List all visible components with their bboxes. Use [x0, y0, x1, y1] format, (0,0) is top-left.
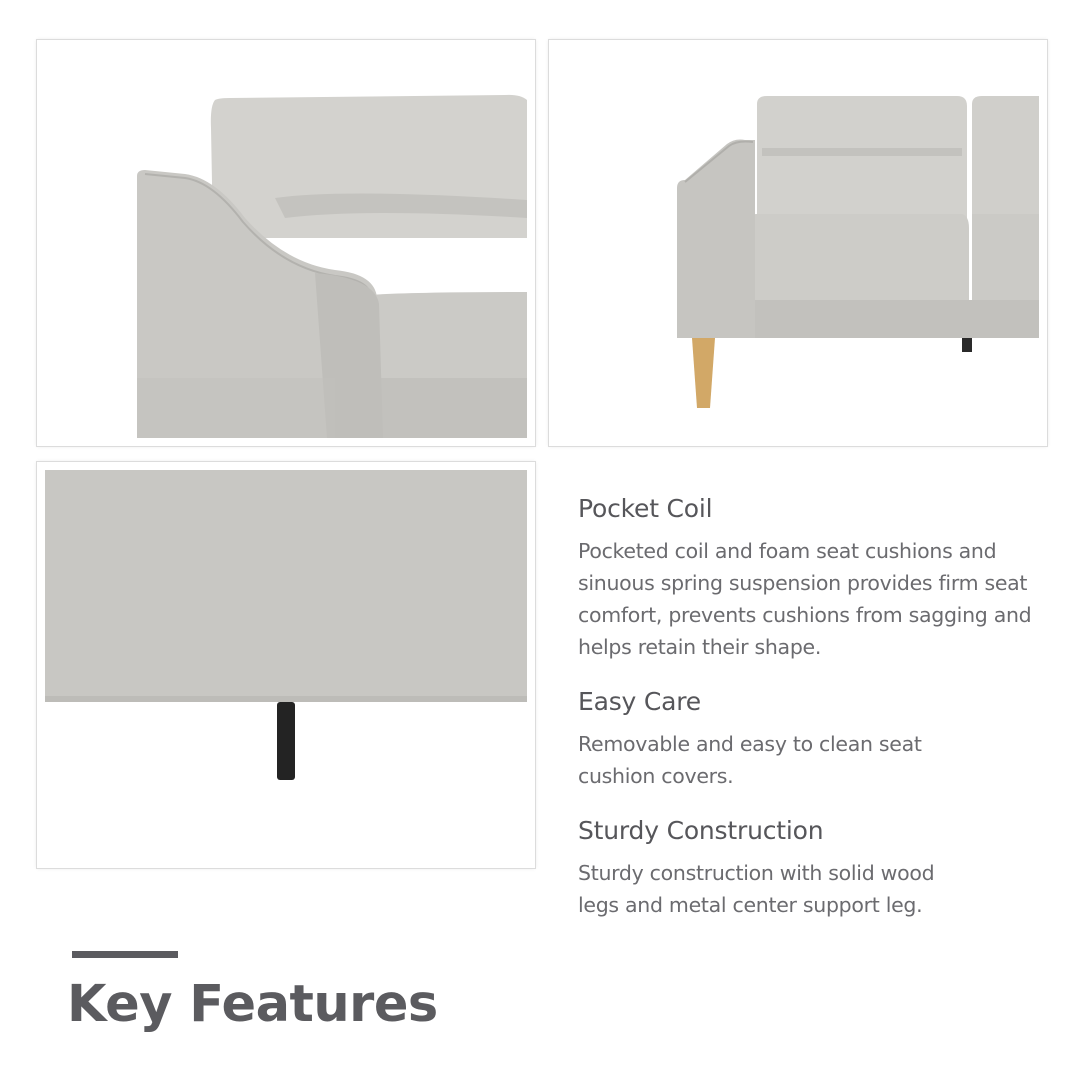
sofa-arm-closeup-image [37, 40, 535, 446]
sofa-side-view-image [549, 40, 1047, 446]
feature-description: Sturdy construction with solid wood legs and metal center support leg. [578, 861, 935, 917]
feature-sturdy-construction [578, 814, 1048, 921]
sofa-side-view-illustration [557, 48, 1039, 438]
feature-title: Easy Care [578, 687, 701, 716]
feature-pocket-coil [578, 492, 1048, 663]
feature-easy-care [578, 685, 1048, 792]
metal-leg-closeup-illustration [45, 470, 527, 860]
sofa-arm-closeup-illustration [45, 48, 527, 438]
feature-description: Removable and easy to clean seat cushion covers. [578, 732, 922, 788]
metal-leg-closeup-image [37, 462, 535, 868]
title-rule [72, 951, 178, 958]
features-list [578, 492, 1048, 943]
feature-title: Sturdy Construction [578, 816, 824, 845]
feature-title: Pocket Coil [578, 494, 713, 523]
feature-description: Pocketed coil and foam seat cushions and sinuous spring suspension provides firm seat comfort, prevents cushions from sagging and helps retain their shape. [578, 539, 1032, 659]
page-title: Key Features [67, 975, 438, 1034]
